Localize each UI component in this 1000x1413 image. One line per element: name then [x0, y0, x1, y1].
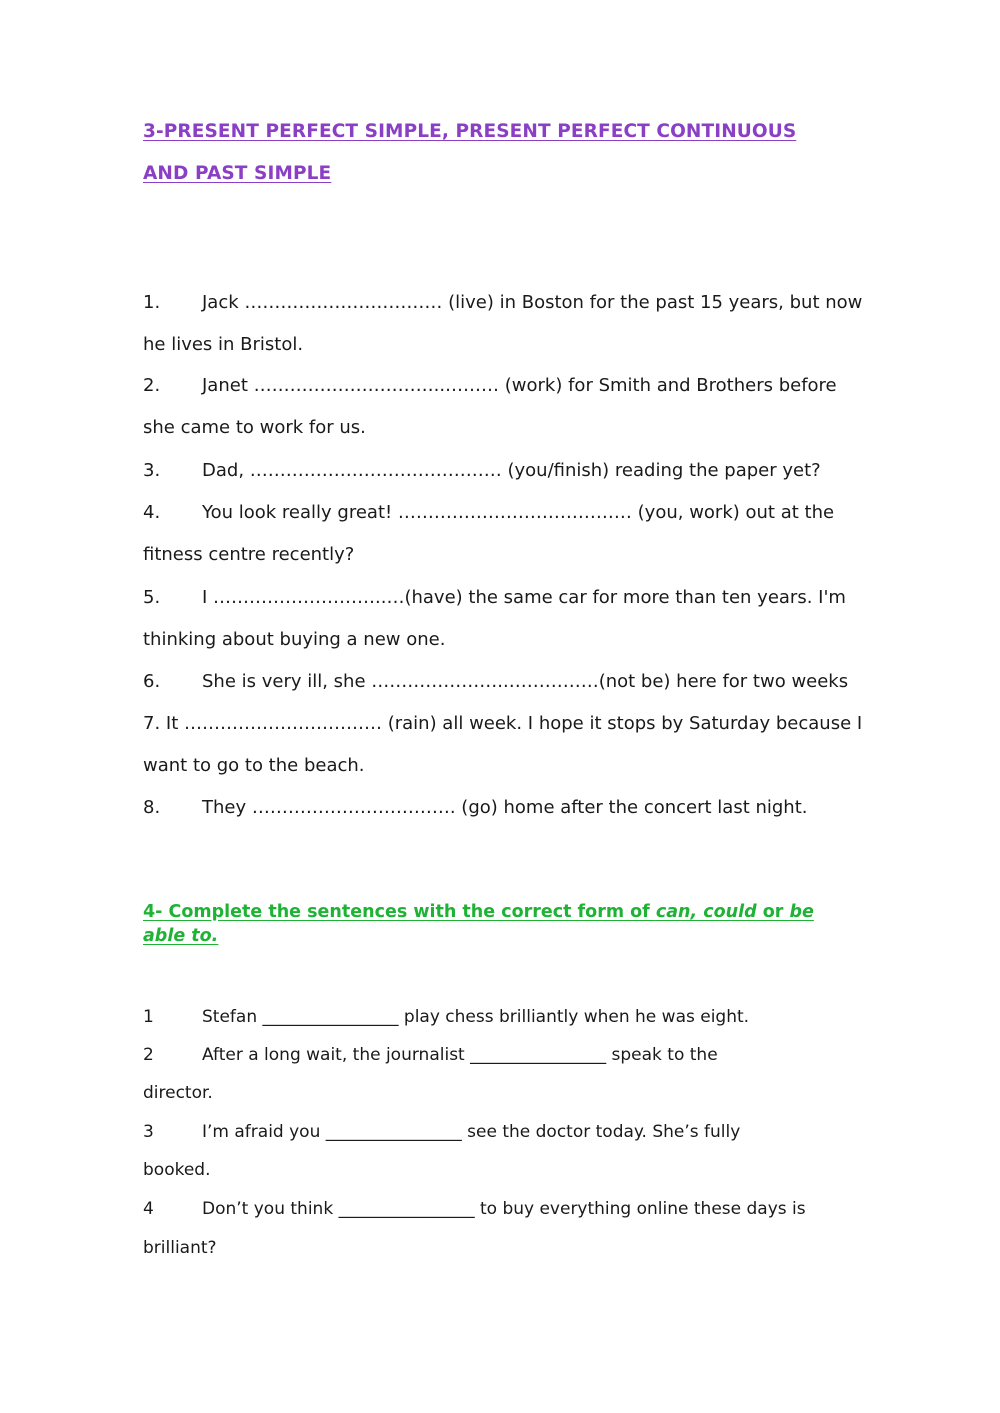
- s3-item-8-line1: [143, 796, 808, 820]
- s3-item-2-line2: she came to work for us.: [143, 417, 366, 438]
- s3-item-4-line1: [143, 501, 834, 525]
- s3-item-5-line2: thinking about buying a new one.: [143, 629, 446, 650]
- s3-item-4-text: You look really great! ………………………………… (you, work) out at the: [202, 502, 835, 523]
- s4-item-1-line1: [143, 1005, 749, 1029]
- s3-item-4-line2: fitness centre recently?: [143, 544, 355, 565]
- s3-item-2-line1: [143, 374, 837, 398]
- s3-item-2-text: Janet …………………………..……… (work) for Smith and Brothers before: [202, 375, 837, 396]
- s3-item-5-line1: [143, 586, 846, 610]
- s3-item-6-line1: [143, 670, 848, 694]
- s4-item-4-text: Don’t you think ________________ to buy everything online these days is: [202, 1199, 806, 1219]
- s3-item-8-number: 8.: [143, 797, 161, 818]
- s3-item-6-number: 6.: [143, 671, 161, 692]
- s3-item-1-line2: he lives in Bristol.: [143, 334, 304, 355]
- s3-item-5-number: 5.: [143, 587, 161, 608]
- s4-item-3-number: 3: [143, 1122, 154, 1142]
- s3-item-1-line1: [143, 291, 862, 315]
- section4-title-can: can, could: [655, 902, 757, 922]
- section4-title-or: or: [756, 902, 790, 922]
- s3-item-1-text: Jack …………………………… (live) in Boston for the past 15 years, but now: [202, 292, 863, 313]
- s4-item-3-line1: [143, 1120, 740, 1144]
- section4-title-be: be: [789, 902, 814, 922]
- s3-item-5-text: I ………………………..…(have) the same car for more than ten years. I'm: [202, 587, 846, 608]
- s4-item-2-line1: [143, 1043, 718, 1067]
- s3-item-6-text: She is very ill, she …………………..……………(not be) here for two weeks: [202, 671, 849, 692]
- s3-item-7-line1: 7. It …………………………… (rain) all week. I hope it stops by Saturday because I: [143, 713, 863, 734]
- s3-item-7-line2: want to go to the beach.: [143, 755, 365, 776]
- section3-title-line1: 3-PRESENT PERFECT SIMPLE, PRESENT PERFECT CONTINUOUS: [143, 121, 797, 142]
- s4-item-2-line2: director.: [143, 1083, 213, 1103]
- s4-item-4-line2: brilliant?: [143, 1238, 217, 1258]
- s4-item-4-line1: [143, 1197, 806, 1221]
- s4-item-1-number: 1: [143, 1007, 154, 1027]
- s3-item-1-number: 1.: [143, 292, 161, 313]
- s3-item-3-text: Dad, …………………………………… (you/finish) reading the paper yet?: [202, 460, 821, 481]
- section4-title-part1: 4- Complete the sentences with the correct form of: [143, 902, 656, 922]
- section4-title-line2: able to.: [143, 926, 219, 946]
- s4-item-3-text: I’m afraid you ________________ see the doctor today. She’s fully: [202, 1122, 741, 1142]
- s3-item-8-text: They ……………………………. (go) home after the concert last night.: [202, 797, 808, 818]
- s4-item-3-line2: booked.: [143, 1160, 211, 1180]
- section4-title: [143, 900, 843, 948]
- s4-item-4-number: 4: [143, 1199, 154, 1219]
- s3-item-3-line1: [143, 459, 821, 483]
- s4-item-2-number: 2: [143, 1045, 154, 1065]
- section3-title-line2: AND PAST SIMPLE: [143, 163, 332, 184]
- s3-item-2-number: 2.: [143, 375, 161, 396]
- s3-item-3-number: 3.: [143, 460, 161, 481]
- s4-item-1-text: Stefan ________________ play chess brilliantly when he was eight.: [202, 1007, 750, 1027]
- s4-item-2-text: After a long wait, the journalist ________________ speak to the: [202, 1045, 718, 1065]
- s3-item-4-number: 4.: [143, 502, 161, 523]
